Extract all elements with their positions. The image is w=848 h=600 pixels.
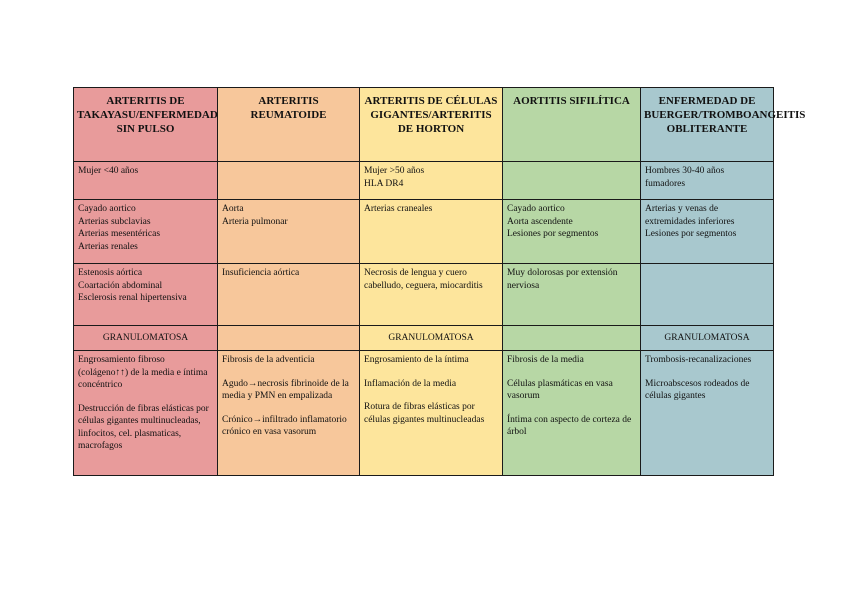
table-cell (641, 264, 774, 326)
clinical-row (74, 264, 774, 326)
column-header: ARTERITIS REUMATOIDE (218, 88, 360, 162)
comparison-table (73, 87, 806, 476)
table-cell: Engrosamiento fibroso (colágeno↑↑) de la media e íntima concéntrico Destrucción de fibras elásticas por células gigantes multinucleadas, linfocitos, cel. plasmaticas, macrofagos (74, 351, 218, 476)
header-row (74, 88, 774, 162)
table-cell: GRANULOMATOSA (74, 326, 218, 351)
table-cell: Arterias y venas de extremidades inferiores Lesiones por segmentos (641, 200, 774, 264)
table-cell: Hombres 30-40 años fumadores (641, 162, 774, 200)
table-cell: Arterias craneales (360, 200, 503, 264)
column-header: ARTERITIS DE TAKAYASU/ENFERMEDAD SIN PULSO (74, 88, 218, 162)
histology-row (74, 351, 774, 476)
table-cell (218, 326, 360, 351)
column-header: AORTITIS SIFILÍTICA (503, 88, 641, 162)
table-cell: Trombosis-recanalizaciones Microabscesos rodeados de células gigantes (641, 351, 774, 476)
table-cell: Cayado aortico Arterias subclavias Arterias mesentéricas Arterias renales (74, 200, 218, 264)
table-cell (218, 162, 360, 200)
table-cell (503, 326, 641, 351)
column-header: ARTERITIS DE CÉLULAS GIGANTES/ARTERITIS DE HORTON (360, 88, 503, 162)
table-cell: Insuficiencia aórtica (218, 264, 360, 326)
table-cell: GRANULOMATOSA (641, 326, 774, 351)
location-row (74, 200, 774, 264)
table-cell (503, 162, 641, 200)
granulomatosa-row (74, 326, 774, 351)
table-cell: Engrosamiento de la íntima Inflamación de la media Rotura de fibras elásticas por células gigantes multinucleadas (360, 351, 503, 476)
table-cell: Mujer <40 años (74, 162, 218, 200)
table-cell: Estenosis aórtica Coartación abdominal Esclerosis renal hipertensiva (74, 264, 218, 326)
demographics-row (74, 162, 774, 200)
table-cell: Mujer >50 años HLA DR4 (360, 162, 503, 200)
table-cell: GRANULOMATOSA (360, 326, 503, 351)
table-cell: Cayado aortico Aorta ascendente Lesiones por segmentos (503, 200, 641, 264)
table-cell: Fibrosis de la adventicia Agudo→necrosis fibrinoide de la media y PMN en empalizada Crónico→infiltrado inflamatorio crónico en vasa vasorum (218, 351, 360, 476)
table-cell: Necrosis de lengua y cuero cabelludo, ceguera, miocarditis (360, 264, 503, 326)
table-cell: Fibrosis de la media Células plasmáticas en vasa vasorum Íntima con aspecto de corteza de árbol (503, 351, 641, 476)
table-cell: Muy dolorosas por extensión nerviosa (503, 264, 641, 326)
column-header: ENFERMEDAD DE BUERGER/TROMBOANGEITIS OBLITERANTE (641, 88, 774, 162)
table-cell: Aorta Arteria pulmonar (218, 200, 360, 264)
